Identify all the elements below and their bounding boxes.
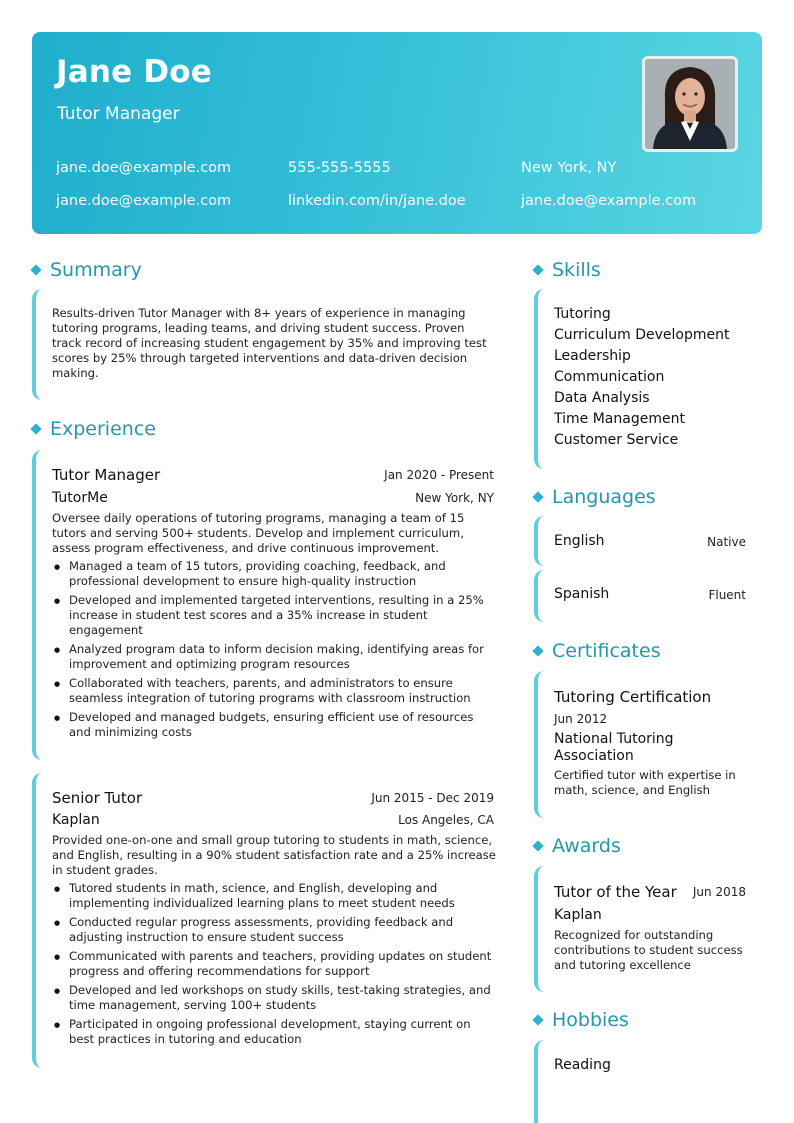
- diamond-icon: [30, 264, 41, 275]
- award-item: [534, 866, 760, 992]
- skills-heading: [532, 259, 601, 281]
- contact-email[interactable]: jane.doe@example.com: [56, 160, 232, 176]
- company-name: TutorMe: [52, 490, 108, 506]
- language-level: Native: [707, 535, 746, 549]
- languages-heading-label: Languages: [552, 486, 656, 508]
- hobbies-heading-label: Hobbies: [552, 1009, 629, 1031]
- skill-item: Communication: [554, 369, 665, 385]
- experience-heading-label: Experience: [50, 418, 156, 440]
- skill-item: Data Analysis: [554, 390, 650, 406]
- skill-item: Time Management: [554, 411, 685, 427]
- contact-linkedin[interactable]: linkedin.com/in/jane.doe: [288, 193, 466, 209]
- language-item: [534, 570, 760, 622]
- job-dates: Jun 2015 - Dec 2019: [371, 791, 494, 805]
- award-date: Jun 2018: [692, 885, 746, 899]
- skill-item: Curriculum Development: [554, 327, 730, 343]
- diamond-icon: [532, 491, 543, 502]
- job-bullets: [52, 559, 498, 744]
- job-location: New York, NY: [415, 491, 494, 505]
- list-item: ● Tutored students in math, science, and English, developing and implementing individualized learning plans to meet student needs: [52, 881, 498, 911]
- certificates-heading: [532, 640, 661, 662]
- summary-block: [32, 289, 496, 400]
- summary-heading: [30, 259, 142, 281]
- certificate-date: Jun 2012: [554, 712, 608, 726]
- language-item: [534, 516, 760, 566]
- experience-item: [32, 773, 496, 1068]
- diamond-icon: [532, 1014, 543, 1025]
- job-bullets: [52, 881, 498, 1051]
- list-item: ● Managed a team of 15 tutors, providing coaching, feedback, and professional development to ensure high-quality instruction: [52, 559, 498, 589]
- company-name: Kaplan: [52, 812, 100, 828]
- hobby-item: Reading: [554, 1057, 611, 1073]
- candidate-title: Tutor Manager: [57, 104, 180, 124]
- hobbies-heading: [532, 1009, 629, 1031]
- list-item: ● Developed and managed budgets, ensuring efficient use of resources and minimizing costs: [52, 710, 498, 740]
- contact-email-3[interactable]: jane.doe@example.com: [521, 193, 697, 209]
- certificates-heading-label: Certificates: [552, 640, 661, 662]
- job-title: Senior Tutor: [52, 789, 143, 807]
- summary-text: Results-driven Tutor Manager with 8+ years of experience in managing tutoring programs, leading teams, and driving student success. Proven track record of increasing student engagement by 35% and improving test scores by 25% through targeted interventions and data-driven decision making.: [52, 306, 487, 380]
- award-description: Recognized for outstanding contributions to student success and tutoring excellence: [554, 928, 743, 972]
- job-description: Provided one-on-one and small group tutoring to students in math, science, and English, resulting in a 90% student satisfaction rate and a 25% increase in student grades.: [52, 833, 496, 877]
- skills-block: [534, 289, 760, 469]
- list-item: ● Communicated with parents and teachers, providing updates on student progress and offering recommendations for support: [52, 949, 498, 979]
- experience-heading: [30, 418, 156, 440]
- candidate-name: Jane Doe: [56, 54, 212, 90]
- awards-heading: [532, 835, 621, 857]
- list-item: ● Developed and led workshops on study skills, test-taking strategies, and time management, serving 100+ students: [52, 983, 498, 1013]
- language-name: Spanish: [554, 586, 610, 602]
- list-item: ● Collaborated with teachers, parents, and administrators to ensure seamless integration of tutoring programs with classroom instruction: [52, 676, 498, 706]
- list-item: ● Conducted regular progress assessments, providing feedback and adjusting instruction to ensure student success: [52, 915, 498, 945]
- resume-header: [32, 32, 762, 234]
- languages-heading: [532, 486, 656, 508]
- job-description: Oversee daily operations of tutoring programs, managing a team of 15 tutors and serving 500+ students. Develop and implement curriculum, assess program effectiveness, and drive continuous improvement.: [52, 511, 465, 555]
- diamond-icon: [532, 840, 543, 851]
- contact-email-2[interactable]: jane.doe@example.com: [56, 193, 232, 209]
- hobbies-block: [534, 1040, 760, 1123]
- certificate-name: Tutoring Certification: [554, 688, 712, 706]
- job-dates: Jan 2020 - Present: [384, 468, 494, 482]
- diamond-icon: [30, 423, 41, 434]
- job-title: Tutor Manager: [52, 466, 161, 484]
- award-issuer: Kaplan: [554, 907, 602, 923]
- list-item: ● Developed and implemented targeted interventions, resulting in a 25% increase in student test scores and a 35% increase in student engagement: [52, 593, 498, 638]
- skill-item: Customer Service: [554, 432, 679, 448]
- certificate-issuer: National Tutoring Association: [554, 731, 674, 764]
- diamond-icon: [532, 645, 543, 656]
- profile-photo: [642, 56, 738, 152]
- list-item: ● Participated in ongoing professional development, staying current on best practices in tutoring and education: [52, 1017, 498, 1047]
- experience-item: [32, 450, 496, 760]
- certificate-description: Certified tutor with expertise in math, science, and English: [554, 768, 736, 797]
- language-level: Fluent: [708, 588, 746, 602]
- diamond-icon: [532, 264, 543, 275]
- awards-heading-label: Awards: [552, 835, 621, 857]
- certificate-item: [534, 671, 760, 818]
- award-name: Tutor of the Year: [554, 883, 677, 901]
- contact-location: New York, NY: [521, 160, 617, 176]
- skill-item: Tutoring: [554, 306, 611, 322]
- profile-photo-illustration: [645, 59, 735, 149]
- contact-phone[interactable]: 555-555-5555: [288, 160, 391, 176]
- language-name: English: [554, 533, 605, 549]
- summary-heading-label: Summary: [50, 259, 142, 281]
- list-item: ● Analyzed program data to inform decision making, identifying areas for improvement and optimizing program resources: [52, 642, 498, 672]
- skill-item: Leadership: [554, 348, 631, 364]
- job-location: Los Angeles, CA: [398, 813, 494, 827]
- skills-heading-label: Skills: [552, 259, 601, 281]
